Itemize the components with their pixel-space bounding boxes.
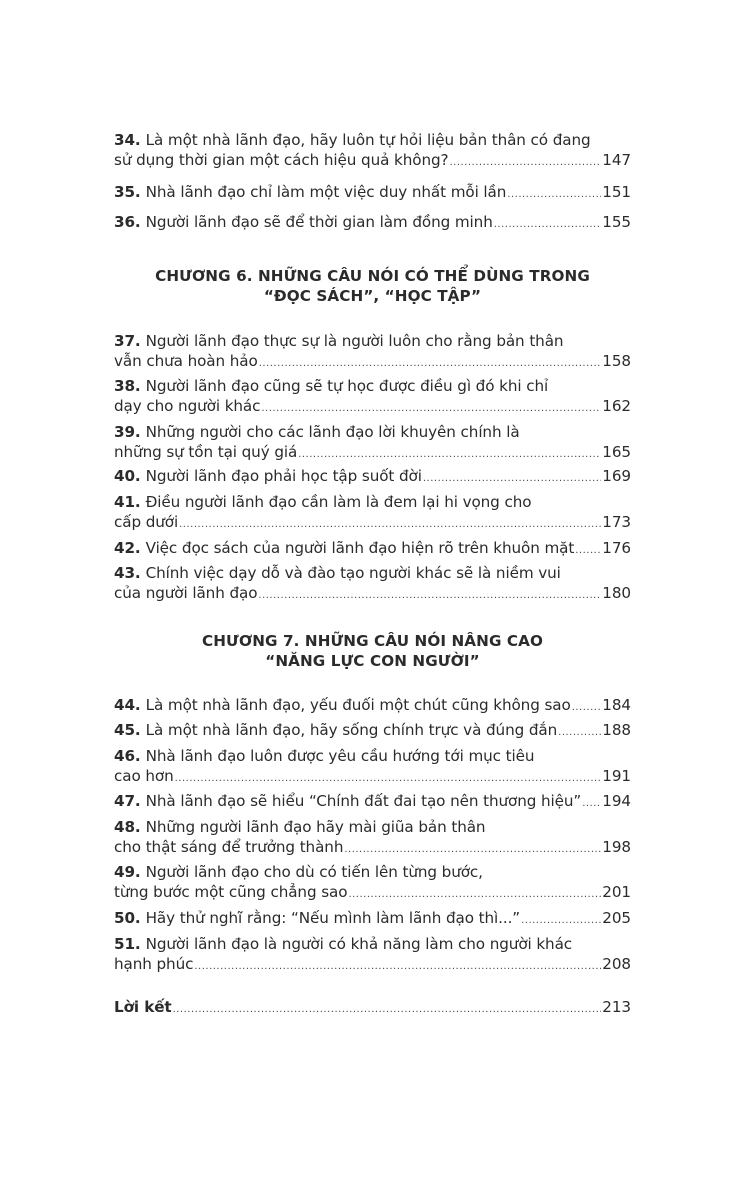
entry-title: Là một nhà lãnh đạo, hãy luôn tự hỏi liệu bản thân có đang [145, 131, 591, 149]
leader-dots [449, 153, 601, 173]
entry-title-cont: sử dụng thời gian một cách hiệu quả không? [114, 151, 449, 169]
leader-dots [258, 586, 601, 606]
page-number: 151 [602, 183, 631, 201]
entry-number: 50. [114, 909, 141, 927]
entry-title: Hãy thử nghĩ rằng: “Nếu mình làm lãnh đạo thì...” [145, 909, 521, 927]
entry-number: 48. [114, 818, 141, 836]
entry-title-cont: cho thật sáng để trưởng thành [114, 838, 344, 856]
page-number: 198 [602, 838, 631, 856]
leader-dots [179, 515, 601, 535]
leader-dots [344, 840, 601, 860]
toc-entry-48[interactable] [114, 817, 631, 857]
entry-number: 35. [114, 183, 141, 201]
entry-number: 44. [114, 696, 141, 714]
toc-entry-epilogue[interactable] [114, 997, 631, 1017]
chapter-title-line2: “NĂNG LỰC CON NGƯỜI” [265, 652, 480, 670]
entry-title: Điều người lãnh đạo cần làm là đem lại hi vọng cho [145, 493, 532, 511]
entry-number: 38. [114, 377, 141, 395]
page-number: 162 [602, 397, 631, 415]
leader-dots [261, 399, 601, 419]
chapter-title-line1: CHƯƠNG 6. NHỮNG CÂU NÓI CÓ THỂ DÙNG TRONG [155, 267, 590, 285]
toc-entry-47[interactable] [114, 791, 631, 811]
page-number: 208 [602, 955, 631, 973]
page-number: 184 [602, 696, 631, 714]
entry-title: Người lãnh đạo thực sự là người luôn cho rằng bản thân [145, 332, 564, 350]
toc-entry-44[interactable] [114, 695, 631, 715]
entry-number: 40. [114, 467, 141, 485]
entry-number: 47. [114, 792, 141, 810]
toc-entry-41[interactable] [114, 492, 631, 532]
entry-title: Nhà lãnh đạo sẽ hiểu “Chính đất đai tạo nên thương hiệu” [145, 792, 582, 810]
entry-number: 46. [114, 747, 141, 765]
leader-dots [173, 1000, 602, 1020]
chapter-title-line2: “ĐỌC SÁCH”, “HỌC TẬP” [263, 287, 482, 305]
entry-title-cont: những sự tồn tại quý giá [114, 443, 298, 461]
entry-title: Những người cho các lãnh đạo lời khuyên chính là [145, 423, 520, 441]
page-number: 165 [602, 443, 631, 461]
toc-entry-35[interactable] [114, 182, 631, 202]
page-number: 173 [602, 513, 631, 531]
leader-dots [423, 469, 601, 489]
entry-title-cont: dạy cho người khác [114, 397, 261, 415]
entry-number: 34. [114, 131, 141, 149]
entry-title-cont: vẫn chưa hoàn hảo [114, 352, 258, 370]
entry-title-cont: của người lãnh đạo [114, 584, 258, 602]
entry-number: 39. [114, 423, 141, 441]
entry-title: Người lãnh đạo cho dù có tiến lên từng bước, [145, 863, 483, 881]
entry-number: 45. [114, 721, 141, 739]
toc-entry-34[interactable] [114, 130, 631, 170]
epilogue-title: Lời kết [114, 998, 172, 1016]
toc-entry-37[interactable] [114, 331, 631, 371]
leader-dots [572, 698, 602, 718]
page-number: 155 [602, 213, 631, 231]
page-number: 188 [602, 721, 631, 739]
toc-entry-51[interactable] [114, 934, 631, 974]
leader-dots [298, 445, 601, 465]
page-number: 169 [602, 467, 631, 485]
toc-entry-39[interactable] [114, 422, 631, 462]
leader-dots [494, 215, 602, 235]
page-number: 205 [602, 909, 631, 927]
entry-title-cont: cao hơn [114, 767, 174, 785]
entry-title: Chính việc dạy dỗ và đào tạo người khác sẽ là niềm vui [145, 564, 561, 582]
entry-title: Nhà lãnh đạo chỉ làm một việc duy nhất mỗi lần [145, 183, 507, 201]
leader-dots [521, 911, 601, 931]
page-number: 180 [602, 584, 631, 602]
toc-entry-43[interactable] [114, 563, 631, 603]
entry-title: Người lãnh đạo sẽ để thời gian làm đồng minh [145, 213, 493, 231]
chapter-7-heading[interactable] [114, 631, 631, 671]
entry-number: 41. [114, 493, 141, 511]
toc-entry-45[interactable] [114, 720, 631, 740]
leader-dots [575, 541, 601, 561]
page-number: 213 [602, 998, 631, 1016]
leader-dots [348, 885, 601, 905]
entry-title-cont: từng bước một cũng chẳng sao [114, 883, 348, 901]
entry-number: 36. [114, 213, 141, 231]
toc-entry-46[interactable] [114, 746, 631, 786]
entry-title-cont: hạnh phúc [114, 955, 194, 973]
leader-dots [558, 723, 601, 743]
page-number: 191 [602, 767, 631, 785]
leader-dots [194, 957, 601, 977]
page-number: 158 [602, 352, 631, 370]
entry-number: 37. [114, 332, 141, 350]
entry-title: Nhà lãnh đạo luôn được yêu cầu hướng tới mục tiêu [145, 747, 535, 765]
entry-title: Người lãnh đạo phải học tập suốt đời [145, 467, 422, 485]
entry-title: Người lãnh đạo là người có khả năng làm cho người khác [145, 935, 573, 953]
entry-number: 51. [114, 935, 141, 953]
toc-entry-40[interactable] [114, 466, 631, 486]
toc-entry-36[interactable] [114, 212, 631, 232]
chapter-title-line1: CHƯƠNG 7. NHỮNG CÂU NÓI NÂNG CAO [201, 632, 544, 650]
entry-number: 42. [114, 539, 141, 557]
entry-title: Là một nhà lãnh đạo, hãy sống chính trực và đúng đắn [145, 721, 558, 739]
entry-number: 43. [114, 564, 141, 582]
entry-title-cont: cấp dưới [114, 513, 179, 531]
leader-dots [175, 769, 602, 789]
entry-title: Là một nhà lãnh đạo, yếu đuối một chút cũng không sao [145, 696, 571, 714]
page-number: 147 [602, 151, 631, 169]
chapter-6-heading[interactable] [114, 266, 631, 306]
toc-entry-42[interactable] [114, 538, 631, 558]
leader-dots [507, 185, 601, 205]
leader-dots [259, 354, 602, 374]
page-number: 201 [602, 883, 631, 901]
entry-title: Những người lãnh đạo hãy mài giũa bản thân [145, 818, 486, 836]
page-number: 194 [602, 792, 631, 810]
toc-entry-38[interactable] [114, 376, 631, 416]
leader-dots [582, 794, 601, 814]
page-number: 176 [602, 539, 631, 557]
toc-entry-50[interactable] [114, 908, 631, 928]
toc-entry-49[interactable] [114, 862, 631, 902]
entry-number: 49. [114, 863, 141, 881]
entry-title: Việc đọc sách của người lãnh đạo hiện rõ trên khuôn mặt [145, 539, 575, 557]
entry-title: Người lãnh đạo cũng sẽ tự học được điều gì đó khi chỉ [145, 377, 549, 395]
